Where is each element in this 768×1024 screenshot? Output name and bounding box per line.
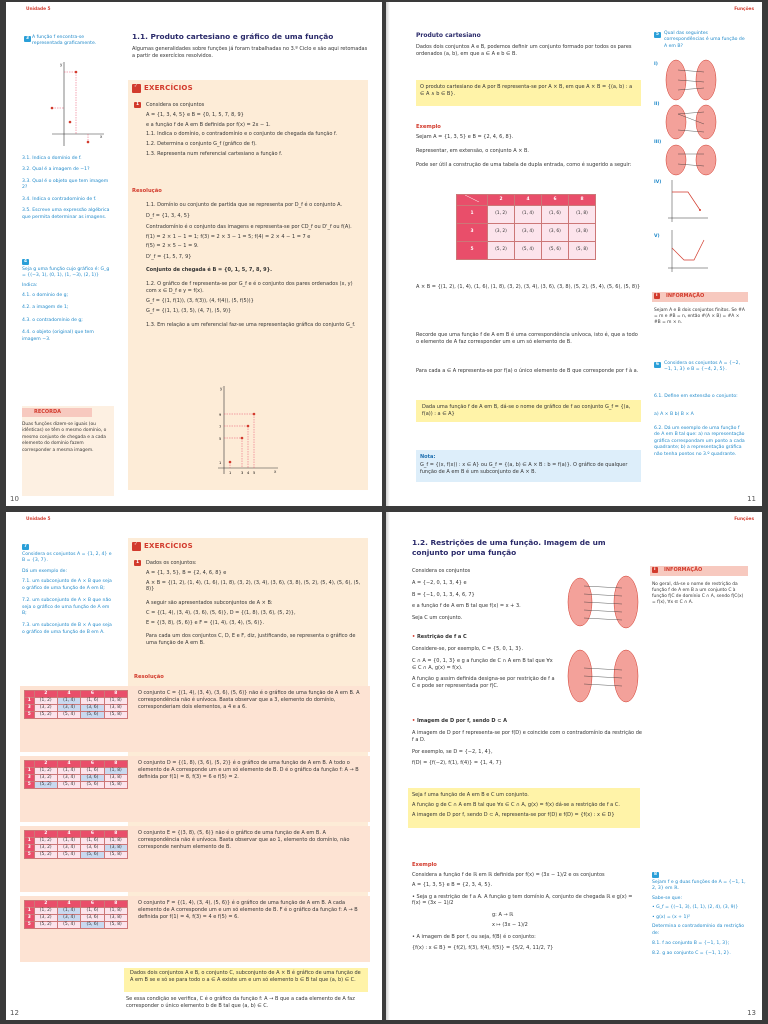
info-title: INFORMAÇÃO — [664, 567, 703, 573]
table-row — [457, 223, 596, 241]
cell: (5, 4) — [57, 852, 80, 859]
cell-selected: (5, 6) — [81, 922, 104, 929]
bullet-icon: • — [412, 718, 417, 724]
cell: (5, 8) — [104, 852, 127, 859]
th: 6 — [81, 691, 104, 698]
b2-line-1: Por exemplo, se D = {−2, 1, 4}, — [412, 748, 493, 755]
ex-line-4: 1.2. Determina o conjunto G_f (gráfico de f). — [146, 141, 257, 147]
exercise-number: 1 — [136, 560, 140, 565]
exercicios-icon: ✓ — [132, 542, 141, 551]
cell: (1, 2) — [34, 838, 57, 845]
ex-line-4: C = {(1, 4), (3, 4), (3, 6), (5, 6)}, D = {(1, 8), (3, 6), (5, 2)}, — [146, 609, 296, 616]
th: 2 — [34, 691, 57, 698]
res-e-text: O conjunto E = {(3, 8), (5, 6)} não é o gráfico de uma função de A em B. A correspondência não é unívoca. Basta observar que ao 1, elemento do domínio, não corresponde nenhum elemento de B. — [138, 830, 350, 850]
table-cell: (1, 4) — [514, 205, 541, 223]
table-c — [24, 690, 128, 719]
page-number: 10 — [10, 494, 19, 503]
cell-selected: (5, 6) — [81, 852, 104, 859]
side-7-line-1: Dá um exemplo de: — [22, 568, 68, 574]
svg-text:y: y — [60, 62, 63, 67]
diagram-ii — [666, 105, 716, 139]
table-cell: (5, 4) — [514, 241, 541, 259]
resolucao-title: Resolução — [132, 188, 162, 194]
diagram-label-v: V) — [654, 234, 660, 239]
corner — [25, 761, 35, 768]
question-3-5: 3.5. Escreve uma expressão algébrica que permita determinar as imagens. — [22, 208, 110, 220]
side-8-line-2: • G_f = {(−1, 3), (1, 1), (2, 4), (3, 9)} — [652, 905, 739, 911]
res-line-9: G_f = {(1, 1), (3, 5), (4, 7), (5, 9)} — [146, 307, 232, 314]
unit-header: Unidade 5 — [26, 7, 51, 12]
cell: (5, 2) — [34, 712, 57, 719]
cell: (1, 6) — [81, 698, 104, 705]
line-2: B = {−1, 0, 1, 3, 4, 6, 7} — [412, 591, 475, 598]
exercicios-title: EXERCÍCIOS — [144, 542, 193, 550]
page-12 — [6, 512, 382, 1020]
line-0: Considera os conjuntos — [412, 568, 471, 574]
corner — [25, 691, 35, 698]
table-d — [24, 760, 128, 789]
question-3-2: 3.2. Qual é a imagem de −1? — [22, 167, 90, 173]
cell: (1, 8) — [104, 908, 127, 915]
row-label: 3 — [25, 775, 35, 782]
ybox-line-0: Seja f uma função de A em B e C um conjunto. — [412, 792, 529, 798]
side-7-line-0: Considera os conjuntos A = {1, 2, 4} e B = {3, 7}. — [22, 552, 112, 564]
res-line-6: Conjunto de chegada é B = {0, 1, 5, 7, 8, 9}. — [146, 266, 273, 273]
side-questions-3 — [22, 156, 112, 221]
page-number: 12 — [10, 1008, 19, 1017]
side-questions-8 — [652, 880, 746, 958]
cell-selected: (5, 6) — [81, 712, 104, 719]
section-header: Funções — [734, 517, 754, 522]
cell: (3, 4) — [57, 845, 80, 852]
gf-plot — [212, 382, 282, 478]
th: 4 — [57, 691, 80, 698]
question-4-4: 4.4. o objeto (original) que tem imagem −3. — [22, 330, 94, 342]
table-header-cell: 2 — [487, 195, 514, 206]
table-cell: (3, 4) — [514, 223, 541, 241]
cell-selected: (3, 4) — [57, 705, 80, 712]
table-cell: (1, 6) — [541, 205, 568, 223]
side-7-line-4: 7.3. um subconjunto de B × A que seja o gráfico de uma função de B em A. — [22, 623, 112, 635]
cell: (3, 8) — [104, 775, 127, 782]
side-question-5: Qual das seguintes correspondências é uma função de A em B? — [664, 31, 745, 49]
cell: (5, 4) — [57, 922, 80, 929]
cell: (3, 8) — [104, 915, 127, 922]
ex-line-2: A × B = {(1, 2), (1, 4), (1, 6), (1, 8), (3, 2), (3, 4), (3, 6), (3, 8), (5, 2), (5, 4), (5, 6), (5, 8)} — [146, 579, 361, 593]
axb-extension: A × B = {(1, 2), (1, 4), (1, 6), (1, 8), (3, 2), (3, 4), (3, 6), (3, 8), (5, 2), (5, 4), (5, 6), (5, 8)} — [416, 284, 641, 290]
svg-text:1: 1 — [229, 471, 232, 475]
cell-selected: (3, 4) — [57, 915, 80, 922]
res-line-10: 1.3. Em relação a um referencial faz-se uma representação gráfica do conjunto G_f. — [146, 322, 356, 329]
side-7-line-3: 7.2. um subconjunto de A × B que não seja o gráfico de uma função de A em B; — [22, 598, 112, 616]
page-number: 13 — [747, 1008, 756, 1017]
th: 8 — [104, 761, 127, 768]
table-corner — [457, 195, 488, 206]
section-title: 1.1. Produto cartesiano e gráfico de uma função — [132, 32, 334, 41]
page-number: 11 — [747, 494, 756, 503]
side-8-line-4: Determina o contradomínio da restrição de: — [652, 924, 745, 936]
ex-line-4: x ↦ (3x − 1)/2 — [492, 921, 528, 928]
svg-text:5: 5 — [253, 471, 256, 475]
th: 6 — [81, 831, 104, 838]
recorda-text: Duas funções dizem-se iguais (ou idênticas) se têm o mesmo domínio, o mesmo conjunto de chegada e a cada elemento do domínio fazem corresponder a mesma imagem. — [22, 422, 107, 453]
cell: (5, 4) — [57, 712, 80, 719]
th: 4 — [57, 831, 80, 838]
cell: (3, 8) — [104, 705, 127, 712]
question-4-1: 4.1. o domínio de g; — [22, 293, 69, 299]
bullet-restricao — [412, 634, 467, 641]
cartesian-table — [456, 194, 596, 260]
ex-line-2: e a função f de A em B definida por f(x) = 2x − 1. — [146, 121, 271, 128]
th: 6 — [81, 761, 104, 768]
cell: (1, 4) — [57, 768, 80, 775]
svg-text:9: 9 — [219, 413, 222, 417]
example-body — [416, 134, 641, 168]
table-cell: (5, 6) — [541, 241, 568, 259]
line-3: e a função f de A em B tal que f(x) = x + 3. — [412, 603, 521, 610]
side-8-line-1: Sabe-se que: — [652, 895, 683, 901]
bullet-imagem-label: Imagem de D por f, sendo D ⊂ A — [416, 718, 508, 724]
diagram-g — [568, 650, 638, 702]
note-text: Dados dois conjuntos A e B, o conjunto C, subconjunto de A × B é gráfico de uma função de A em B se e só se para todo o a ∈ A existe um e um só elemento b ∈ B tal que (a, b) ∈ C. — [130, 970, 361, 983]
bullet-imagem — [412, 718, 507, 725]
exemplo-title: Exemplo — [412, 862, 437, 868]
diagram-label-i: I) — [654, 62, 658, 67]
th: 8 — [104, 831, 127, 838]
diagram-label-iv: IV) — [654, 180, 662, 185]
res-line-1: D_f = {1, 3, 4, 5} — [146, 212, 191, 219]
diagram-v — [668, 230, 708, 272]
table-cell: (5, 2) — [487, 241, 514, 259]
correspondence-diagrams — [654, 58, 754, 274]
svg-text:1: 1 — [219, 461, 222, 465]
res-d-text: O conjunto D = {(1, 8), (3, 6), (5, 2)} é o gráfico de uma função de A em B. A todo o elemento de A corresponde um e um só elemento de B. D é o gráfico da função f: A → B definida por f(1) = 8, f(3) = 6 e f(5) = 2. — [138, 760, 359, 780]
row-label: 5 — [25, 852, 35, 859]
row-label: 1 — [25, 698, 35, 705]
section-title: 1.2. Restrições de uma função. Imagem de um conjunto por uma função — [412, 538, 606, 557]
corner — [25, 901, 35, 908]
question-3-4: 3.4. Indica o contradomínio de f. — [22, 196, 97, 202]
cell: (3, 2) — [34, 845, 57, 852]
res-line-5: D'_f = {1, 5, 7, 9} — [146, 253, 192, 260]
section-header: Funções — [734, 7, 754, 12]
cell: (1, 8) — [104, 698, 127, 705]
table-header-cell: 4 — [514, 195, 541, 206]
row-label: 5 — [457, 241, 488, 259]
row-label: 3 — [25, 915, 35, 922]
b1-line-2: A função g assim definida designa-se por restrição de f a C e pode ser representada por f|C. — [412, 676, 555, 689]
line-4: Seja C um conjunto. — [412, 615, 463, 621]
restricao-body — [412, 646, 557, 690]
cell-selected: (1, 8) — [104, 768, 127, 775]
ex-line-1: A = {1, 3, 4, 5} e B = {0, 1, 5, 7, 8, 9} — [146, 111, 244, 118]
bullet-icon: • — [412, 634, 417, 640]
th: 8 — [104, 901, 127, 908]
diagram-label-ii: II) — [654, 102, 660, 107]
res-f-text: O conjunto F = {(1, 4), (3, 4), (5, 6)} é o gráfico de uma função de A em B. A cada elemento de A corresponde um e um só elemento de B. F é o gráfico da função f: A → B definida por f(1) = 4, f(3) = 4 e f(5) = 6. — [138, 900, 358, 920]
cell: (1, 6) — [81, 908, 104, 915]
corner — [25, 831, 35, 838]
cell: (3, 2) — [34, 775, 57, 782]
exercicios-title: EXERCÍCIOS — [144, 84, 193, 92]
cell: (1, 6) — [81, 838, 104, 845]
question-4-2: 4.2. a imagem de 1; — [22, 305, 69, 311]
cell: (3, 4) — [57, 775, 80, 782]
th: 6 — [81, 901, 104, 908]
ex-line-1: Representar, em extensão, o conjunto A × B. — [416, 147, 529, 154]
exercise-box-6: 6 — [656, 362, 659, 367]
exemplo-title: Exemplo — [416, 124, 441, 130]
svg-text:x: x — [100, 134, 103, 139]
side-7-line-2: 7.1. um subconjunto de A × B que seja o gráfico de uma função de A em B; — [22, 579, 112, 591]
th: 8 — [104, 691, 127, 698]
ex-line-6: Para cada um dos conjuntos C, D, E e F, diz, justificando, se representa o gráfico de uma função de A em B. — [146, 633, 356, 646]
side-6-1: 6.1. Define em extensão o conjunto: — [654, 394, 738, 399]
resolution-body — [146, 202, 361, 329]
ex-line-5: E = {(3, 8), (5, 6)} e F = {(1, 4), (3, 4), (5, 6)}. — [146, 619, 265, 626]
unit-header: Unidade 5 — [26, 517, 51, 522]
cell: (5, 8) — [104, 782, 127, 789]
nota-text: G_f = {(x, f(x)) : x ∈ A} ou G_f = {(a, b) ∈ A × B : b = f(a)}. O gráfico de qualquer função de A em B é um subconjunto de A × B. — [420, 462, 628, 475]
th: 2 — [34, 761, 57, 768]
ex-line-3: 1.1. Indica o domínio, o contradomínio e o conjunto de chegada da função f. — [146, 131, 337, 138]
table-header-cell: 6 — [541, 195, 568, 206]
res-line-0: 1.1. Domínio ou conjunto de partida que se representa por D_f é o conjunto A. — [146, 202, 343, 208]
exercise-statement — [146, 560, 361, 647]
recorde-text: Recorde que uma função f de A em B é uma correspondência unívoca, isto é, que a todo o elemento de A faz corresponder um e um só elemento de B. — [416, 332, 638, 345]
row-label: 5 — [25, 782, 35, 789]
cell: (3, 6) — [81, 915, 104, 922]
exercise-number: 1 — [136, 102, 140, 107]
res-line-3: f(1) = 2 × 1 − 1 = 1; f(3) = 2 × 3 − 1 = 5; f(4) = 2 × 4 − 1 = 7 e — [146, 234, 311, 241]
side-8-line-6: 8.2. g ao conjunto C = {−1, 1, 2}. — [652, 951, 731, 957]
ex-line-6: {f(x) : x ∈ B} = {f(2), f(3), f(4), f(5)} = {5/2, 4, 11/2, 7} — [412, 945, 554, 952]
row-label: 3 — [25, 845, 35, 852]
cell-selected: (1, 4) — [57, 698, 80, 705]
cell: (5, 2) — [34, 922, 57, 929]
summary-body — [412, 792, 637, 818]
definition-text: O produto cartesiano de A por B representa-se por A × B, em que A × B = {(a, b) : a ∈ A ∧ b ∈ B}. — [420, 84, 633, 97]
cell-selected: (3, 8) — [104, 845, 127, 852]
cell: (1, 6) — [81, 768, 104, 775]
th: 2 — [34, 831, 57, 838]
row-label: 5 — [25, 922, 35, 929]
res-line-8: G_f = {(1, f(1)), (3, f(3)), (4, f(4)), (5, f(5))} — [146, 297, 254, 304]
graph-def-text: Dada uma função f de A em B, dá-se o nome de gráfico de f ao conjunto G_f = {(a, f(a)) : a ∈ A} — [422, 404, 631, 417]
page-spine — [386, 2, 390, 506]
side-intro: A função f encontra-se representada graficamente. — [32, 35, 97, 47]
ex-line-2: • Seja g a restrição de f a A. A função g tem domínio A, conjunto de chegada ℝ e g(x) = f(x) = (3x − 1)/2 — [412, 893, 633, 907]
res-line-2: Contradomínio é o conjunto das imagens e representa-se por CD_f ou D'_f ou f(A). — [146, 223, 352, 230]
row-label: 1 — [25, 768, 35, 775]
exercise-box-7: 7 — [24, 544, 27, 549]
diagram-i — [666, 60, 716, 100]
side-indica: Indica: — [22, 282, 38, 288]
b2-line-0: A imagem de D por f representa-se por f(D) e coincide com o contradomínio da restrição de f a D. — [412, 730, 642, 743]
side-6-intro: Considera os conjuntos A = {−2, −1, 1, 3} e B = {−4, 2, 5}. — [664, 361, 741, 373]
bullet-restricao-label: Restrição de f a C — [416, 634, 467, 640]
question-4-3: 4.3. o contradomínio de g; — [22, 317, 83, 323]
info-text: No geral, dá-se o nome de restrição da função f de A em B a um conjunto C à função f|C de domínio C ∩ A, sendo f|C(x) = f(x), ∀x ∈ C ∩ A. — [652, 582, 744, 605]
res-line-4: f(5) = 2 × 5 − 1 = 9. — [146, 243, 199, 249]
table-e — [24, 830, 128, 859]
cell: (5, 8) — [104, 712, 127, 719]
b1-line-0: Considere-se, por exemplo, C = {5, 0, 1, 3}. — [412, 646, 524, 652]
ex-line-3: g: A → ℝ — [492, 912, 514, 918]
info-text: Sejam A e B dois conjuntos finitos. Se #A = m e #B = n, então #(A × B) = #A × #B = m × n. — [654, 308, 745, 325]
svg-text:7: 7 — [219, 425, 222, 429]
section-intro: Algumas generalidades sobre funções já foram trabalhadas no 3.º Ciclo e são aqui retomadas a partir de exercícios resolvidos. — [132, 46, 368, 59]
table-header-cell: 8 — [568, 195, 595, 206]
b2-line-2: f(D) = {f(−2), f(1), f(4)} = {1, 4, 7} — [412, 760, 502, 767]
th: 4 — [57, 761, 80, 768]
table-cell: (1, 8) — [568, 205, 595, 223]
res-c-text: O conjunto C = {(1, 4), (3, 4), (3, 6), (5, 6)} não é o gráfico de uma função de A em B. A correspondência não é unívoca. Basta observar que a 3, elemento do domínio, corresponderiam dois elementos, a 4 e a 6. — [138, 690, 360, 710]
ex-line-0: Sejam A = {1, 3, 5} e B = {2, 4, 6, 8}. — [416, 134, 514, 140]
line-1: A = {−2, 0, 1, 3, 4} e — [412, 579, 467, 586]
cell: (3, 2) — [34, 915, 57, 922]
exercise-box-4: 4 — [24, 259, 27, 264]
closing-text: Se essa condição se verifica, C é o gráfico da função f: A → B que a cada elemento de A faz corresponder o único elemento b de B tal que (a, b) ∈ C. — [126, 996, 355, 1009]
exercise-box-8: 8 — [654, 872, 657, 877]
row-label: 1 — [25, 838, 35, 845]
page-title: Produto cartesiano — [416, 32, 481, 39]
cell-selected: (5, 2) — [34, 782, 57, 789]
function-f-graph — [46, 58, 106, 148]
info-icon: i — [656, 293, 658, 298]
cell: (3, 2) — [34, 705, 57, 712]
info-icon: i — [654, 567, 656, 572]
recorda-title: RECORDA — [34, 409, 62, 415]
example-body — [412, 872, 642, 952]
ex-line-5: 1.3. Representa num referencial cartesiano a função f. — [146, 150, 283, 157]
svg-text:4: 4 — [247, 471, 250, 475]
ex-line-3: A seguir são apresentados subconjuntos de A × B: — [146, 600, 273, 606]
cell: (1, 8) — [104, 838, 127, 845]
cell: (5, 4) — [57, 782, 80, 789]
exercicios-icon: ✓ — [132, 84, 141, 93]
page-spine — [386, 512, 390, 1020]
question-3-3: 3.3. Qual é o objeto que tem imagem 2? — [22, 178, 109, 191]
diagram-iv — [668, 180, 708, 222]
cell-selected: (1, 4) — [57, 908, 80, 915]
side-8-line-0: Sejam f e g duas funções de A = {−1, 1, 2, 3} em ℝ. — [652, 880, 746, 892]
cell: (1, 2) — [34, 908, 57, 915]
table-row — [457, 205, 596, 223]
ybox-line-1: A função g de C ∩ A em B tal que ∀x ∈ C ∩ A, g(x) = f(x) dá-se a restrição de f a C. — [412, 801, 620, 808]
ex-line-0: Considera a função f de ℝ em ℝ definida por f(x) = (3x − 1)/2 e os conjuntos — [412, 872, 605, 878]
side-questions-4 — [22, 258, 112, 343]
th: 4 — [57, 901, 80, 908]
para-cada-text: Para cada a ∈ A representa-se por f(a) o único elemento de B que corresponde por f à a. — [416, 368, 639, 374]
side-questions-7 — [22, 552, 112, 636]
diagonal-icon — [465, 195, 479, 202]
ex-line-2: Pode ser útil a construção de uma tabela de dupla entrada, como é sugerido a seguir: — [416, 161, 632, 168]
resolucao-title: Resolução — [134, 674, 164, 680]
page-13 — [386, 512, 762, 1020]
table-cell: (3, 2) — [487, 223, 514, 241]
cell: (1, 4) — [57, 838, 80, 845]
table-row — [457, 241, 596, 259]
svg-text:5: 5 — [219, 437, 222, 441]
row-label: 1 — [25, 908, 35, 915]
table-cell: (3, 8) — [568, 223, 595, 241]
restriction-diagrams — [560, 574, 648, 712]
cell: (1, 2) — [34, 698, 57, 705]
table-cell: (1, 2) — [487, 205, 514, 223]
th: 2 — [34, 901, 57, 908]
intro-text: Dados dois conjuntos A e B, podemos definir um conjunto formado por todos os pares ordenados (a, b), em que a ∈ A e b ∈ B. — [416, 44, 632, 57]
side-8-line-3: • g(x) = (x + 1)² — [652, 914, 690, 920]
row-label: 1 — [457, 205, 488, 223]
cell: (3, 6) — [81, 845, 104, 852]
diagram-label-iii: III) — [654, 140, 662, 145]
cell: (1, 2) — [34, 768, 57, 775]
page-10 — [6, 2, 382, 506]
ex-line-0: Considera os conjuntos — [146, 102, 205, 108]
info-title: INFORMAÇÃO — [666, 293, 705, 299]
nota-title: Nota: — [420, 454, 436, 460]
cell: (5, 6) — [81, 782, 104, 789]
cell-selected: (3, 6) — [81, 705, 104, 712]
ybox-line-2: A imagem de D por f, sendo D ⊂ A, representa-se por f(D) e f(D) = {f(x) : x ∈ D} — [412, 811, 615, 818]
svg-text:x: x — [274, 469, 277, 474]
side-8-line-5: 8.1. f ao conjunto B = {−1, 1, 3}; — [652, 940, 730, 946]
svg-text:3: 3 — [241, 471, 244, 475]
ex-line-5: • A imagem de B por f, ou seja, f(B) é o conjunto: — [412, 933, 536, 940]
cell: (5, 8) — [104, 922, 127, 929]
res-line-7: 1.2. O gráfico de f representa-se por G_f e é o conjunto dos pares ordenados (x, y) com x ∈ D_f e y = f(x). — [146, 281, 353, 294]
exercise-box-3: 3 — [26, 36, 29, 41]
side-g-graph: Seja g uma função cujo gráfico é: G_g = {(−3, 1), (0, 1), (1, −3), (2, 1)} — [22, 266, 110, 279]
table-cell: (3, 6) — [541, 223, 568, 241]
row-label: 3 — [457, 223, 488, 241]
diagram-iii — [666, 145, 716, 175]
exercise-statement — [146, 102, 361, 158]
ex-line-1: A = {1, 3, 5} e B = {2, 3, 4, 5}. — [412, 881, 493, 888]
diagram-f — [568, 576, 638, 628]
cell-selected: (3, 6) — [81, 775, 104, 782]
exercise-box-5: 5 — [656, 32, 659, 37]
row-label: 5 — [25, 712, 35, 719]
side-6-2: 6.2. Dá um exemplo de uma função f de A em B tal que: a) na representação gráfica correspondam um ponto a cada quadrante; b) a representação gráfica não tenha pontos no 3.º quadrante. — [654, 426, 745, 457]
question-3-1: 3.1. Indica o domínio de f. — [22, 156, 82, 161]
b1-line-1: C ∩ A = {0, 1, 3} e g a função de C ∩ A em B tal que ∀x ∈ C ∩ A, g(x) = f(x). — [412, 657, 553, 671]
row-label: 3 — [25, 705, 35, 712]
cell: (5, 2) — [34, 852, 57, 859]
ex-line-0: Dados os conjuntos: — [146, 560, 197, 566]
side-6-1ab: a) A × B b) B × A — [654, 412, 694, 417]
table-f — [24, 900, 128, 929]
page-11 — [386, 2, 762, 506]
ex-line-1: A = {1, 3, 5}, B = {2, 4, 6, 8} e — [146, 569, 227, 576]
intro-body — [412, 568, 562, 622]
svg-text:y: y — [220, 386, 223, 391]
imagem-body — [412, 730, 642, 767]
table-cell: (5, 8) — [568, 241, 595, 259]
